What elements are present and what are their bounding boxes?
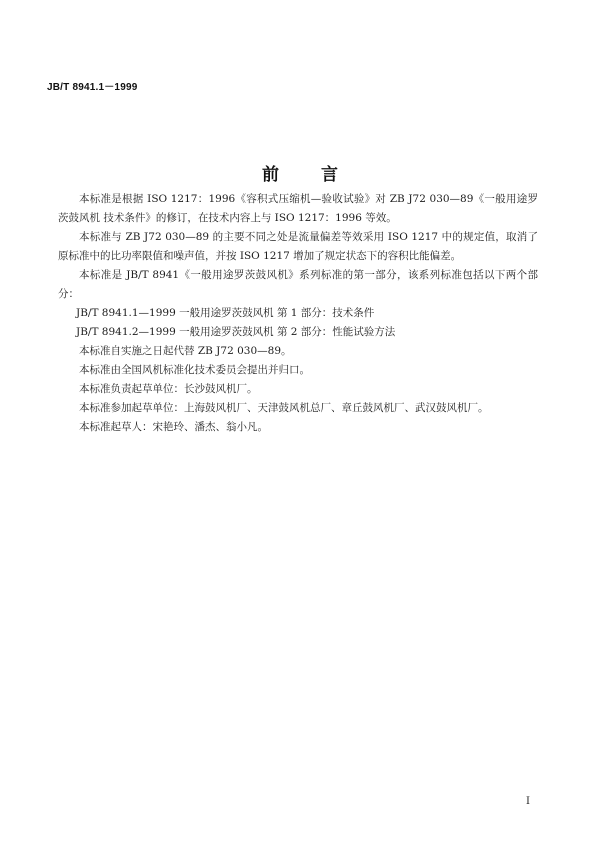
page-title: 前 言 <box>262 165 356 185</box>
paragraph-series-intro: 本标准是 JB/T 8941《一般用途罗茨鼓风机》系列标准的第一部分，该系列标准包括以下两个部分： <box>58 269 538 300</box>
page-number: I <box>526 796 530 807</box>
paragraph-replacement: 本标准自实施之日起代替 ZB J72 030—89。 <box>79 345 292 357</box>
paragraph-participating-drafters: 本标准参加起草单位：上海鼓风机厂、天津鼓风机总厂、章丘鼓风机厂、武汉鼓风机厂。 <box>79 402 489 414</box>
foreword-body <box>58 190 538 437</box>
standard-code: JB/T 8941.1－1999 <box>47 82 138 93</box>
series-part-1: JB/T 8941.1—1999 一般用途罗茨鼓风机 第 1 部分：技术条件 <box>76 307 375 319</box>
paragraph-drafters: 本标准起草人：宋艳玲、潘杰、翁小凡。 <box>79 421 268 433</box>
paragraph-responsible-drafter: 本标准负责起草单位：长沙鼓风机厂。 <box>79 383 258 395</box>
series-part-2: JB/T 8941.2—1999 一般用途罗茨鼓风机 第 2 部分：性能试验方法 <box>76 326 396 338</box>
paragraph-revision-basis: 本标准是根据 ISO 1217：1996《容积式压缩机—验收试验》对 ZB J72 030—89《一般用途罗茨鼓风机 技术条件》的修订，在技术内容上与 ISO 1217：1996 等效。 <box>58 193 538 224</box>
paragraph-proposer: 本标准由全国风机标准化技术委员会提出并归口。 <box>79 364 310 376</box>
paragraph-main-differences: 本标准与 ZB J72 030—89 的主要不同之处是流量偏差等效采用 ISO 1217 中的规定值，取消了原标准中的比功率限值和噪声值，并按 ISO 1217 增加了规定状态下的容积比能偏差。 <box>58 231 538 262</box>
